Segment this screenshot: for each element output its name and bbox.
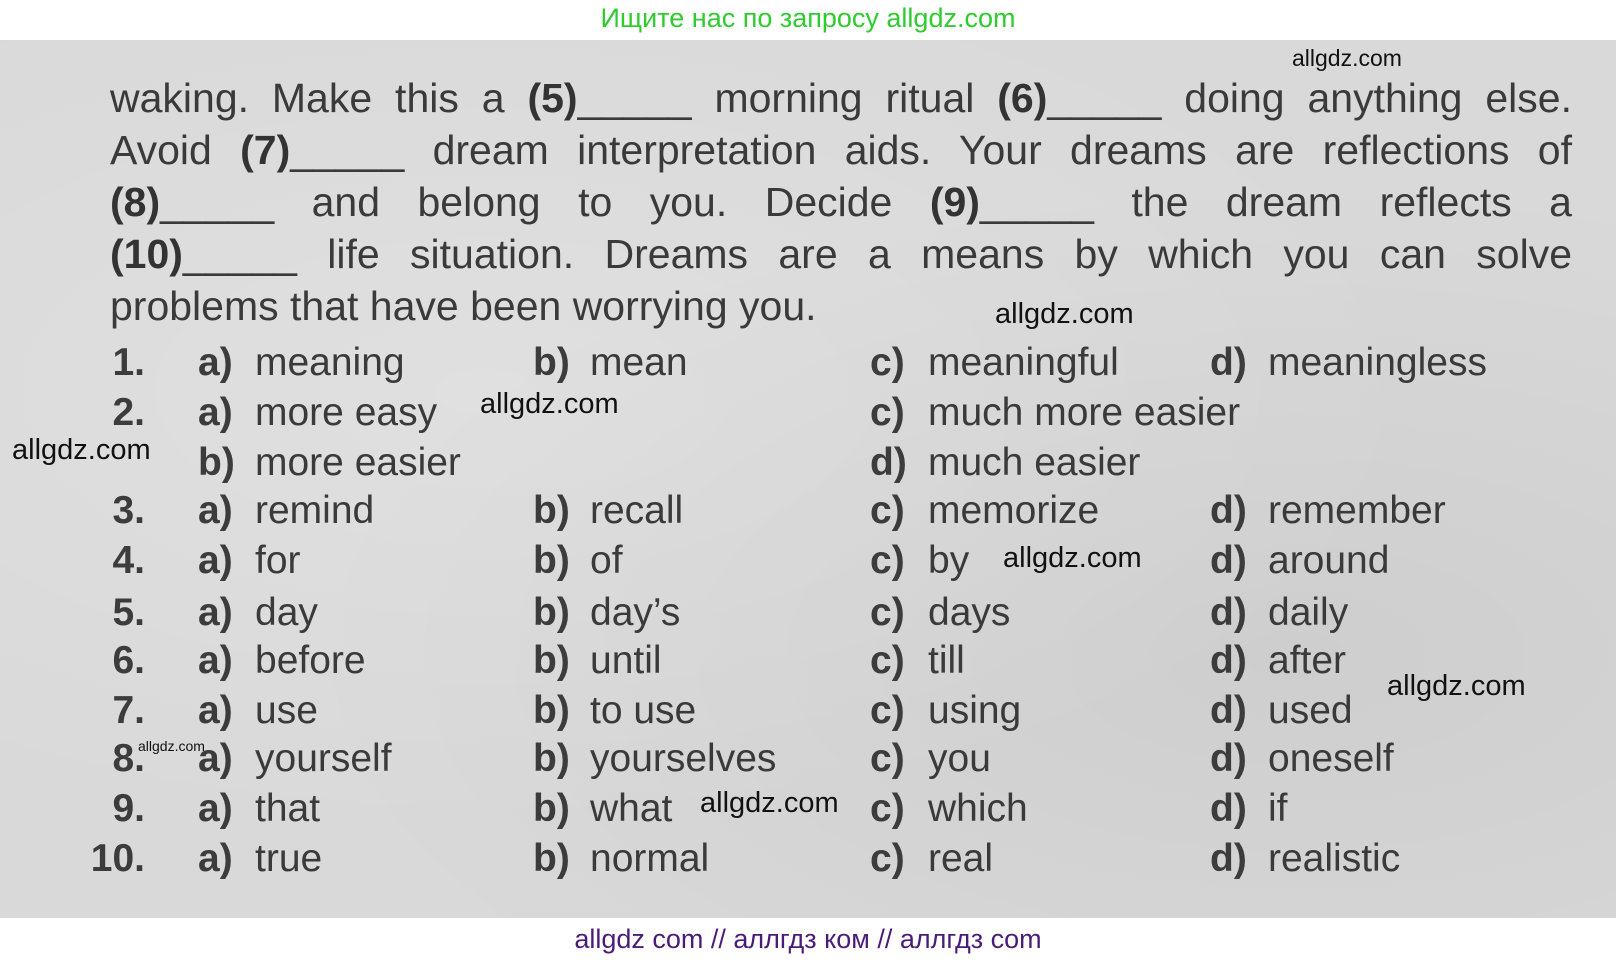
option-d: meaningless xyxy=(1268,341,1487,384)
option-b: to use xyxy=(590,689,697,732)
option-b: normal xyxy=(590,837,710,880)
watermark: allgdz.com xyxy=(138,738,205,754)
option-letter: c) xyxy=(870,341,905,384)
question-number: 10. xyxy=(90,837,145,880)
option-a: true xyxy=(255,837,323,880)
option-c: much more easier xyxy=(928,391,1241,434)
option-letter: c) xyxy=(870,737,905,780)
question-number: 1. xyxy=(112,341,145,384)
watermark: allgdz.com xyxy=(12,434,151,466)
option-b: day’s xyxy=(590,591,681,634)
question-number: 8. xyxy=(112,737,145,780)
option-a: yourself xyxy=(255,737,392,780)
option-letter: b) xyxy=(533,639,570,682)
bottom-banner: allgdz com // аллгдз ком // аллгдз com xyxy=(574,924,1042,954)
watermark: allgdz.com xyxy=(480,388,619,420)
watermark: allgdz.com xyxy=(1003,542,1142,574)
option-b: of xyxy=(590,539,623,582)
option-letter: c) xyxy=(870,689,905,732)
option-a: meaning xyxy=(255,341,405,384)
option-d: remember xyxy=(1268,489,1446,532)
option-letter: a) xyxy=(198,341,233,384)
option-letter: a) xyxy=(198,639,233,682)
option-c: till xyxy=(928,639,965,682)
passage-line-3: (8)_____ and belong to you. Decide (9)_____ the dream reflects a xyxy=(110,179,1572,225)
option-letter: c) xyxy=(870,539,905,582)
option-letter: b) xyxy=(533,737,570,780)
option-c: you xyxy=(928,737,991,780)
option-letter: c) xyxy=(870,391,905,434)
option-letter: c) xyxy=(870,591,905,634)
passage-line-5: problems that have been worrying you. xyxy=(110,283,817,329)
option-d: realistic xyxy=(1268,837,1401,880)
question-number: 9. xyxy=(112,787,145,830)
option-a: for xyxy=(255,539,301,582)
option-letter: b) xyxy=(533,837,570,880)
watermark: allgdz.com xyxy=(1387,670,1526,702)
question-number: 5. xyxy=(112,591,145,634)
option-d: if xyxy=(1268,787,1288,830)
option-a: remind xyxy=(255,489,375,532)
question-number: 6. xyxy=(112,639,145,682)
option-letter: d) xyxy=(1210,591,1247,634)
option-letter: b) xyxy=(533,787,570,830)
option-letter: a) xyxy=(198,837,233,880)
option-c: days xyxy=(928,591,1011,634)
option-d: after xyxy=(1268,639,1347,682)
option-c: real xyxy=(928,837,994,880)
option-b: until xyxy=(590,639,662,682)
option-letter: b) xyxy=(533,591,570,634)
option-letter: d) xyxy=(1210,539,1247,582)
option-d: used xyxy=(1268,689,1353,732)
option-letter: b) xyxy=(533,489,570,532)
option-d: daily xyxy=(1268,591,1349,634)
top-banner: Ищите нас по запросу allgdz.com xyxy=(600,3,1016,33)
option-letter: a) xyxy=(198,737,233,780)
question-number: 7. xyxy=(112,689,145,732)
option-letter: a) xyxy=(198,591,233,634)
question-number: 3. xyxy=(112,489,145,532)
option-b: mean xyxy=(590,341,688,384)
option-letter: a) xyxy=(198,489,233,532)
option-c: memorize xyxy=(928,489,1100,532)
watermark: allgdz.com xyxy=(1292,45,1402,71)
option-d: much easier xyxy=(928,441,1141,484)
option-letter: d) xyxy=(1210,689,1247,732)
option-letter: d) xyxy=(870,441,907,484)
option-b: recall xyxy=(590,489,684,532)
option-d: around xyxy=(1268,539,1390,582)
option-letter: b) xyxy=(198,441,235,484)
option-letter: d) xyxy=(1210,341,1247,384)
passage xyxy=(110,72,1572,332)
option-letter: c) xyxy=(870,837,905,880)
option-c: using xyxy=(928,689,1022,732)
option-letter: b) xyxy=(533,539,570,582)
passage-line-2: Avoid (7)_____ dream interpretation aids. Your dreams are reflections of xyxy=(110,127,1572,173)
watermark: allgdz.com xyxy=(995,298,1134,330)
option-a: day xyxy=(255,591,318,634)
option-a: that xyxy=(255,787,321,830)
option-letter: a) xyxy=(198,539,233,582)
question-number: 4. xyxy=(112,539,145,582)
option-letter: d) xyxy=(1210,837,1247,880)
passage-line-1: waking. Make this a (5)_____ morning ritual (6)_____ doing anything else. xyxy=(110,75,1572,121)
option-a: more easy xyxy=(255,391,438,434)
option-b: yourselves xyxy=(590,737,777,780)
option-letter: b) xyxy=(533,341,570,384)
option-letter: d) xyxy=(1210,787,1247,830)
option-a: before xyxy=(255,639,366,682)
option-b: what xyxy=(590,787,673,830)
option-b: more easier xyxy=(255,441,461,484)
option-letter: b) xyxy=(533,689,570,732)
option-letter: d) xyxy=(1210,737,1247,780)
option-letter: a) xyxy=(198,391,233,434)
option-a: use xyxy=(255,689,318,732)
option-letter: d) xyxy=(1210,639,1247,682)
passage-line-4: (10)_____ life situation. Dreams are a means by which you can solve xyxy=(110,231,1572,277)
option-letter: a) xyxy=(198,787,233,830)
question-number: 2. xyxy=(112,391,145,434)
watermark: allgdz.com xyxy=(700,787,839,819)
option-letter: a) xyxy=(198,689,233,732)
option-c: by xyxy=(928,539,970,582)
option-letter: c) xyxy=(870,787,905,830)
option-letter: c) xyxy=(870,489,905,532)
option-c: meaningful xyxy=(928,341,1119,384)
option-letter: d) xyxy=(1210,489,1247,532)
option-c: which xyxy=(928,787,1028,830)
option-d: oneself xyxy=(1268,737,1394,780)
option-letter: c) xyxy=(870,639,905,682)
